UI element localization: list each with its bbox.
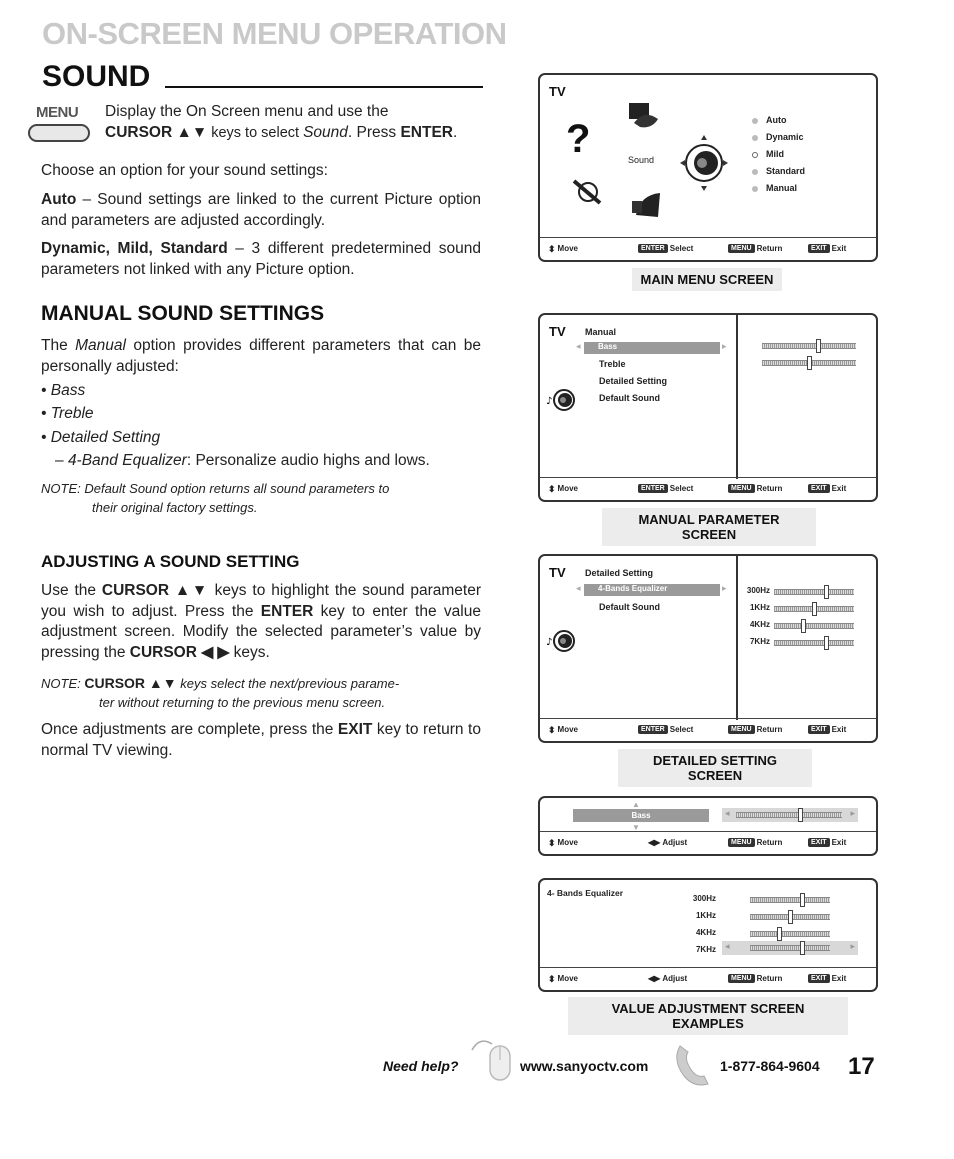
screen-footer: ⬍ Move ◀▶ Adjust MENU Return EXIT Exit	[540, 967, 876, 990]
move-arrows-icon: ⬍	[548, 837, 556, 848]
sound-wheel-icon	[546, 387, 576, 413]
bass-slider[interactable]	[762, 343, 856, 349]
slider-thumb[interactable]	[812, 602, 817, 616]
menu-key-label: MENU	[36, 104, 79, 121]
eq-slider-300[interactable]	[750, 897, 830, 903]
detailed-setting-screen: TV Detailed Setting 4-Bands Equalizer ◂ ▸ Default Sound ♪ 300Hz 1KHz 4KHz 7KHz ⬍ Move ENTER Select MENU Return EXIT Exit	[538, 554, 878, 743]
picture-icon	[626, 99, 662, 133]
band-slider-7k[interactable]	[774, 640, 854, 646]
caption-manual-parameter: MANUAL PARAMETER SCREEN	[602, 508, 816, 546]
eq-slider-1k[interactable]	[750, 914, 830, 920]
option-mild[interactable]: Mild	[752, 149, 805, 166]
slider-thumb[interactable]	[824, 636, 829, 650]
slider-thumb[interactable]	[801, 619, 806, 633]
treble-slider[interactable]	[762, 360, 856, 366]
auto-desc: Auto – Sound settings are linked to the current Picture option and parameters are adjusted accordingly.	[41, 191, 481, 229]
page-title: SOUND	[42, 60, 151, 93]
slider-thumb[interactable]	[816, 339, 821, 353]
bass-adjust-screen: ▲ Bass ▼ ◂ ▸ ⬍ Move ◀▶ Adjust MENU Return EXIT Exit	[538, 796, 878, 856]
eq-label-4k: 4KHz	[695, 928, 716, 937]
detailed-default[interactable]: Default Sound	[599, 602, 660, 612]
website-link[interactable]: www.sanyoctv.com	[520, 1058, 649, 1074]
phone-number: 1-877-864-9604	[720, 1058, 820, 1074]
setup-icon	[570, 175, 606, 209]
param-treble[interactable]: Treble	[599, 359, 626, 369]
adjust-heading: ADJUSTING A SOUND SETTING	[41, 552, 300, 571]
eq-adjust-title: 4- Bands Equalizer	[547, 888, 624, 898]
eq-label-7k: 7KHz	[695, 945, 716, 954]
sound-options	[752, 115, 805, 200]
bullet-treble: • Treble	[41, 405, 94, 422]
manual-title: Manual	[585, 327, 617, 337]
eq-slider-4k[interactable]	[750, 931, 830, 937]
manual-desc: The Manual option provides different parameters that can be personally adjusted:	[41, 337, 481, 375]
option-manual[interactable]: Manual	[752, 183, 805, 200]
slider-thumb[interactable]	[800, 941, 805, 955]
tv-label: TV	[549, 324, 566, 339]
bullet-bass: • Bass	[41, 382, 86, 399]
param-detailed[interactable]: Detailed Setting	[599, 376, 668, 386]
sound-wheel-icon	[678, 133, 730, 193]
adjust-desc: Use the CURSOR ▲▼ keys to highlight the sound parameter you wish to adjust. Press the ENTER key to enter the value adjustment screen. Modify the selected parameter’s value by pressing the CURSOR ◀ ▶ keys.	[41, 582, 481, 661]
slider-thumb[interactable]	[788, 910, 793, 924]
option-standard[interactable]: Standard	[752, 166, 805, 183]
param-bass-highlight[interactable]: Bass	[584, 342, 720, 354]
screen-footer: ⬍ Move ENTER Select MENU Return EXIT Exit	[540, 237, 876, 260]
band-slider-300[interactable]	[774, 589, 854, 595]
mouse-icon	[468, 1036, 514, 1086]
channel-icon	[630, 187, 666, 221]
bass-adjust-bar[interactable]: ◂ ▸	[722, 808, 858, 822]
caption-detailed-setting: DETAILED SETTING SCREEN	[618, 749, 812, 787]
option-auto[interactable]: Auto	[752, 115, 805, 132]
band-label-300: 300Hz	[746, 586, 770, 595]
detailed-title: Detailed Setting	[585, 568, 654, 578]
move-arrows-icon: ⬍	[548, 973, 556, 984]
slider-thumb[interactable]	[798, 808, 803, 822]
page-number: 17	[848, 1053, 875, 1080]
caption-main-menu: MAIN MENU SCREEN	[632, 268, 782, 291]
band-slider-4k[interactable]	[774, 623, 854, 629]
option-dynamic[interactable]: Dynamic	[752, 132, 805, 149]
eq-label-300: 300Hz	[692, 894, 716, 903]
band-label-7k: 7KHz	[749, 637, 770, 646]
adjust-arrows-icon: ◀▶	[648, 838, 661, 847]
intro-text: Display the On Screen menu and use the CURSOR ▲▼ keys to select Sound. Press ENTER.	[105, 103, 458, 141]
phone-icon	[672, 1042, 714, 1088]
slider-thumb[interactable]	[824, 585, 829, 599]
sound-label: Sound	[628, 155, 655, 165]
need-help-text: Need help?	[383, 1058, 459, 1074]
manual-note: NOTE: Default Sound option returns all sound parameters to their original factory settings.	[41, 481, 390, 515]
help-icon: ?	[566, 117, 591, 161]
adjust-arrows-icon: ◀▶	[648, 974, 661, 983]
adjust-final: Once adjustments are complete, press the EXIT key to return to normal TV viewing.	[41, 721, 481, 759]
param-default[interactable]: Default Sound	[599, 393, 660, 403]
eq-adjust-screen	[538, 878, 878, 992]
band-slider-1k[interactable]	[774, 606, 854, 612]
sound-wheel-icon	[546, 628, 576, 654]
move-arrows-icon: ⬍	[548, 724, 556, 735]
dynamic-desc: Dynamic, Mild, Standard – 3 different predetermined sound parameters not linked with any Picture option.	[41, 240, 481, 278]
svg-text:♪: ♪	[546, 637, 553, 648]
main-menu-screen	[538, 73, 878, 262]
eq-label-1k: 1KHz	[695, 911, 716, 920]
title-rule	[165, 86, 483, 88]
svg-text:♪: ♪	[546, 396, 553, 407]
band-label-1k: 1KHz	[749, 603, 770, 612]
move-arrows-icon: ⬍	[548, 243, 556, 254]
slider-thumb[interactable]	[800, 893, 805, 907]
bass-adjust-label: Bass	[573, 809, 709, 822]
tv-label: TV	[549, 84, 566, 99]
slider-thumb[interactable]	[777, 927, 782, 941]
manual-heading: MANUAL SOUND SETTINGS	[41, 302, 325, 325]
screen-footer: ⬍ Move ENTER Select MENU Return EXIT Exit	[540, 718, 876, 741]
choose-text: Choose an option for your sound settings:	[41, 162, 328, 179]
bullet-detailed: • Detailed Setting	[41, 429, 161, 446]
manual-parameter-screen: TV Manual Bass ◂ ▸ Treble Detailed Setting Default Sound ♪ ⬍ Move ENTER Select MENU Return EXIT Exit	[538, 313, 878, 502]
eq-7k-adjust-bar[interactable]: ◂ ▸	[722, 941, 858, 955]
adjust-note: NOTE: CURSOR ▲▼ keys select the next/previous parame- ter without returning to the previous menu screen.	[41, 675, 400, 710]
eq-highlight[interactable]: 4-Bands Equalizer	[584, 584, 720, 596]
tv-label: TV	[549, 565, 566, 580]
sub-equalizer: – 4-Band Equalizer: Personalize audio highs and lows.	[55, 452, 430, 469]
section-title: ON-SCREEN MENU OPERATION	[42, 16, 507, 51]
slider-thumb[interactable]	[807, 356, 812, 370]
screen-footer: ⬍ Move ◀▶ Adjust MENU Return EXIT Exit	[540, 831, 876, 854]
band-label-4k: 4KHz	[749, 620, 770, 629]
caption-value-adjustment: VALUE ADJUSTMENT SCREEN EXAMPLES	[568, 997, 848, 1035]
screen-footer: ⬍ Move ENTER Select MENU Return EXIT Exit	[540, 477, 876, 500]
menu-key-icon	[28, 104, 94, 148]
move-arrows-icon: ⬍	[548, 483, 556, 494]
